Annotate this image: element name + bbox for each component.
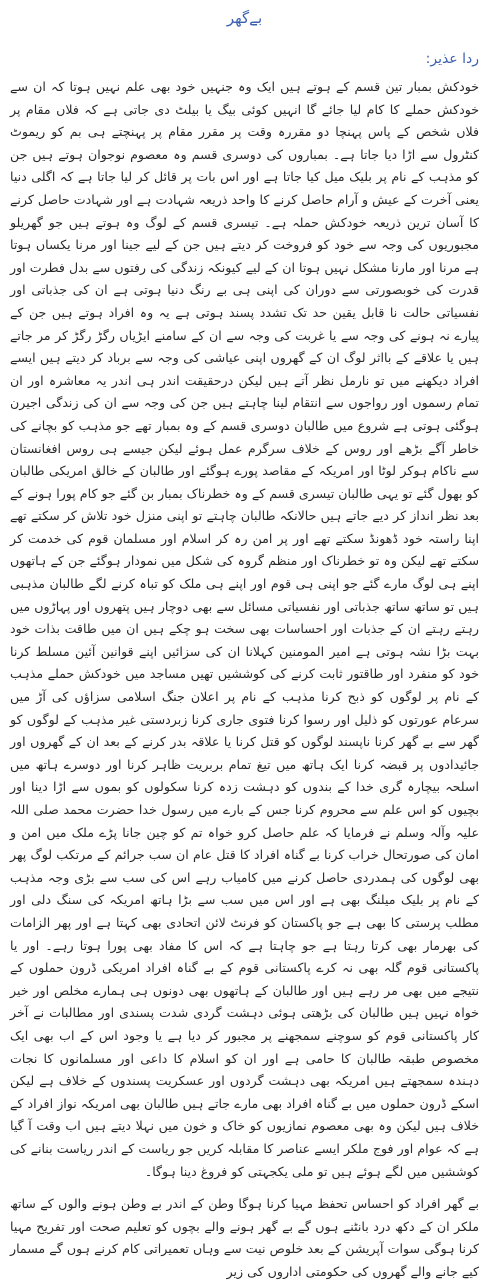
- article-body: [10, 76, 479, 1283]
- article-paragraph: خودکش بمبار تین قسم کے ہوتے ہیں ایک وہ جنہیں خود بھی علم نہیں ہوتا کہ ان سے خودکش حملے کا کام لیا جائے گا انہیں کوئی بیگ یا بیلٹ دی جاتی ہے کہ فلاں مقام پر فلاں شخص کے پاس پہنچا دو مقررہ وقت پر مقرر مقام پر پہنچتے ہی بم کو ریموٹ کنٹرول سے اڑا دیا جاتا ہے۔ بمباروں کی دوسری قسم وہ معصوم نوجوان ہوتے ہیں جن کو مذہب کے نام پر بلیک میل کیا جاتا ہے اور اس بات پر قائل کر لیا جاتا ہے کہ اگلی دنیا یعنی آخرت کے عیش و آرام حاصل کرنے کا واحد ذریعہ شہادت ہے اور شہادت حاصل کرنے کا آسان ترین ذریعہ خودکش حملہ ہے۔ تیسری قسم کے لوگ وہ ہوتے ہیں جو گھریلو مجبوریوں کی وجہ سے خود کو فروخت کر دیتے ہیں جن کے لیے جینا اور مرنا یکساں ہوتا ہے مرنا اور مارنا مشکل نہیں ہوتا ان کے لیے کیونکہ زندگی کی رفتوں سے بدل فطرت اور قدرت کی خوبصورتی سے دوران کی اپنی ہی بے رنگ دنیا ہوتی ہے ان کی جذباتی اور نفسیاتی حالت نا قابل یقین حد تک تشدد پسند ہوتی ہے یہ وہ افراد ہوتے ہیں جن کے پیارے نہ ہونے کی وجہ سے یا غربت کی وجہ سے ان کے سامنے ایڑیاں رگڑ رگڑ کر مر جاتے ہیں یا علاقے کے بااثر لوگ ان کے گھروں اپنی عیاشی کی وجہ سے برباد کر دیتے ہیں ایسے افراد دیکھنے میں تو نارمل نظر آتے ہیں لیکن درحقیقت اندر ہی اندر یہ معاشرہ اور ان تمام رسموں اور رواجوں سے انتقام لینا چاہتے ہیں جن کی وجہ سے ان کی زندگی اجیرن ہوگئی ہوتی ہے شروع میں طالبان دوسری قسم کے وہ بمبار تھے جو مذہب کو بچانے کی خاطر آگے بڑھے اور روس کے خلاف سرگرم عمل ہوئے لیکن جیسے ہی روس افغانستان سے ناکام ہوکر لوٹا اور امریکہ کے مقاصد پورے ہوگئے اور طالبان کے خالق امریکی طالبان کو بھول گئے تو یہی طالبان تیسری قسم کے وہ خطرناک بمبار بن گئے جو کام پورا ہونے کے بعد نظر انداز کر دیے جاتے ہیں حالانکہ طالبان چاہتے تو اپنی منزل خود تلاش کر سکتے تھے اپنا راستہ خود ڈھونڈ سکتے تھے اور پر امن رہ کر اسلام اور مسلمان قوم کی خدمت کر سکتے تھے لیکن وہ تو خطرناک اور منظم گروہ کی شکل میں نمودار ہوگئے جن کے ہاتھوں اپنے ہی لوگ مارے گئے جو اپنی ہی قوم اور اپنے ہی ملک کو تباہ کرنے لگے طالبان مذہبی ہیں تو ساتھ ساتھ جذباتی اور نفسیاتی مسائل سے بھی دوچار ہیں پتھروں اور پہاڑوں میں رہتے رہتے ان کے جذبات اور احساسات بھی سخت ہو چکے ہیں ان میں طاقت بذات خود بہت بڑا نشہ ہوتی ہے امیر المومنین کہلانا ان کی سزائیں اپنے قوانین آئین مسلط کرنا خود کو منفرد اور طاقتور ثابت کرنے کی کوششیں تھیں مساجد میں خودکش حملے مذہب کے نام پر لوگوں کو ذبح کرنا مذہب کے نام پر اعلان جنگ اسلامی سزاؤں کی آڑ میں سرعام عورتوں کو ذلیل اور رسوا کرنا فتوی جاری کرنا زبردستی غیر مذہب کے لوگوں کو گھر سے بے گھر کرنا ناپسند لوگوں کو قتل کرنا یا علاقہ بدر کرنے کے بعد ان کے گھروں اور جائیدادوں پر قبضہ کرنا ایک ہاتھ میں تیغ تمام بربریت ظاہر کرنا اور دوسرے ہاتھ میں اسلحہ بیچارہ گری خدا کے بندوں کو دہشت زدہ کرنا سکولوں کو بموں سے اڑا دینا اور بچیوں کو اس علم سے محروم کرنا جس کے بارے میں رسول خدا حضرت محمد صلی اللہ علیہ وآلہ وسلم نے فرمایا کہ علم حاصل کرو خواہ تم کو چین جانا پڑے ملک میں امن و امان کی صورتحال خراب کرنا بے گناہ افراد کا قتل عام ان سب جرائم کے مرتکب لوگ پھر بھی لوگوں کی ہمدردی حاصل کرنے میں کامیاب رہے اس کی سب سے بڑی وجہ مذہب کے نام پر بلیک میلنگ بھی ہے اور اس میں سب سے بڑا ہاتھ امریکہ کی سنگ دلی اور مطلب پرستی کا بھی ہے جو پاکستان کو فرنٹ لائن اتحادی بھی کہتا ہے اور پھر الزامات کی بھرمار بھی کرتا رہتا ہے جو چاہتا ہے کہ اس کا مفاد بھی پورا ہوتا رہے۔ اور یا پاکستانی قوم گلہ بھی نہ کرے پاکستانی قوم کے بے گناہ افراد امریکی ڈرون حملوں کے نتیجے میں بھی مر رہے ہیں اور طالبان کے ہاتھوں بھی دونوں ہی ہمارے مخلص اور خیر خواہ نہیں ہیں طالبان کی بڑھتی ہوئی دہشت گردی شدت پسندی اور مطالبات نے آخر کار پاکستانی قوم کو سوچنے سمجھنے پر مجبور کر دیا ہے یا وجود اس کے اب بھی ایک مخصوص طبقہ طالبان کا حامی ہے اور ان کو اسلام کا داعی اور مسلمانوں کا نجات دہندہ سمجھتے ہیں امریکہ بھی دہشت گردوں اور عسکریت پسندوں کے خلاف ہے لیکن اسکے ڈرون حملوں میں بے گناہ افراد بھی مارے جاتے ہیں طالبان بھی امریکہ نواز افراد کے خلاف ہیں لیکن وہ بھی معصوم نمازیوں کو خاک و خون میں نہلا دیتے ہیں اب وقت آ گیا ہے کہ عوام اور فوج ملکر ایسے عناصر کا مقابلہ کریں جو ریاست کے اندر ریاست بنانے کی کوششیں میں لگے ہوئے ہیں تو ملی یکجہتی کو فروغ دینا ہوگا۔: [10, 79, 479, 1179]
- author-byline: ردا عذیر:: [425, 51, 479, 67]
- article-paragraph: بے گھر افراد کو احساس تحفظ مہیا کرنا ہوگا وطن کے اندر بے وطن ہونے والوں کے ساتھ ملکر ان کے دکھ درد بانٹنے ہوں گے بے گھر ہونے والے بچوں کو تعلیم صحت اور تفریح مہیا کرنا ہوگی سوات آپریشن کے بعد خلوص نیت سے وہاں تعمیراتی کام کرنے ہوں گے مسمار کیے جانے والے گھروں کی حکومتی اداروں کی زیر: [10, 1196, 479, 1279]
- article-title: بےگھر: [226, 9, 263, 27]
